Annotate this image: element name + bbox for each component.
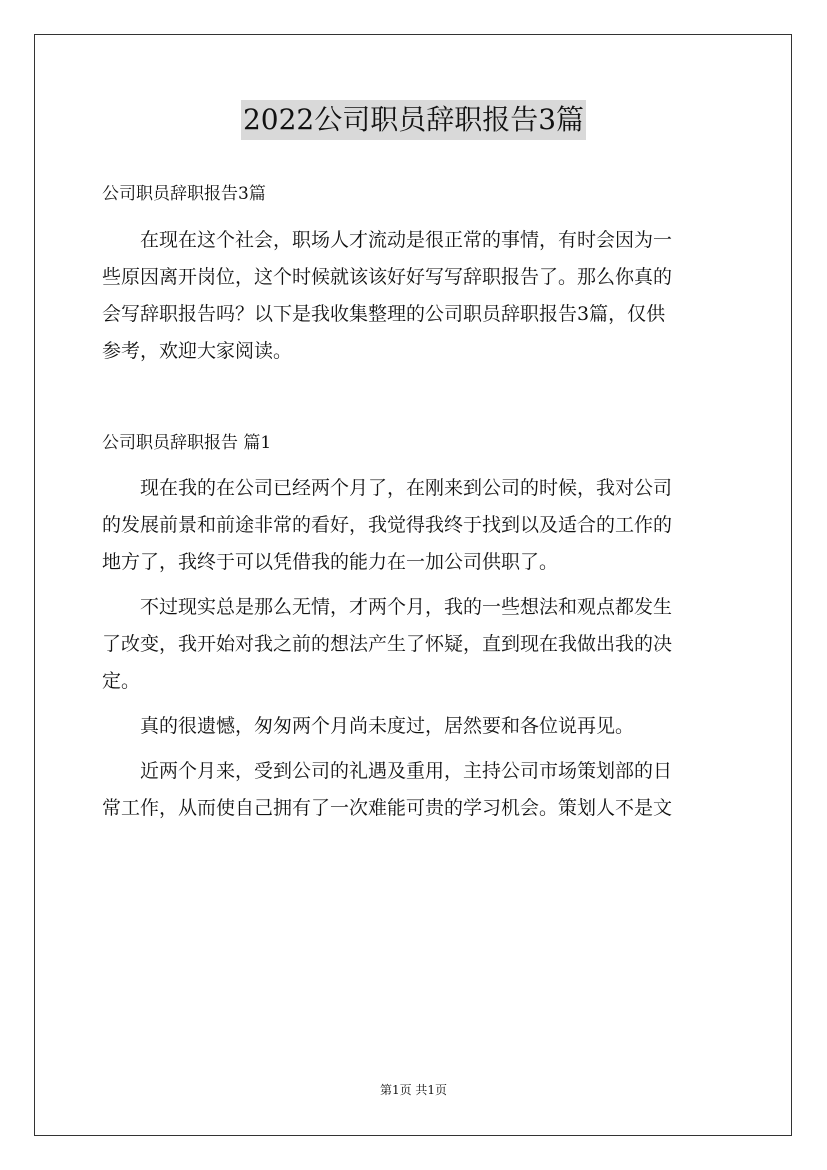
body-paragraph bbox=[102, 589, 726, 700]
title-container bbox=[0, 100, 827, 140]
paragraph-line: 地方了，我终于可以凭借我的能力在一加公司供职了。 bbox=[102, 551, 559, 573]
document-body bbox=[102, 176, 726, 827]
document-title: 2022公司职员辞职报告3篇 bbox=[241, 100, 586, 140]
paragraph-line: 真的很遗憾，匆匆两个月尚未度过，居然要和各位说再见。 bbox=[140, 715, 635, 737]
intro-paragraph bbox=[102, 222, 726, 370]
paragraph-line: 现在我的在公司已经两个月了，在刚来到公司的时候，我对公司 bbox=[140, 477, 673, 499]
section-heading: 公司职员辞职报告 篇1 bbox=[102, 433, 272, 453]
intro-line: 会写辞职报告吗？以下是我收集整理的公司职员辞职报告3篇，仅供 bbox=[102, 303, 666, 325]
body-paragraph bbox=[102, 708, 726, 745]
intro-line: 些原因离开岗位，这个时候就该该好好写写辞职报告了。那么你真的 bbox=[102, 266, 673, 288]
intro-line: 参考，欢迎大家阅读。 bbox=[102, 340, 293, 362]
paragraph-line: 不过现实总是那么无情，才两个月，我的一些想法和观点都发生 bbox=[140, 596, 673, 618]
intro-line: 在现在这个社会，职场人才流动是很正常的事情，有时会因为一 bbox=[140, 229, 673, 251]
paragraph-line: 近两个月来，受到公司的礼遇及重用，主持公司市场策划部的日 bbox=[140, 760, 673, 782]
paragraph-line: 的发展前景和前途非常的看好，我觉得我终于找到以及适合的工作的 bbox=[102, 514, 673, 536]
paragraph-line: 了改变，我开始对我之前的想法产生了怀疑，直到现在我做出我的决 bbox=[102, 633, 673, 655]
paragraph-line: 常工作，从而使自己拥有了一次难能可贵的学习机会。策划人不是文 bbox=[102, 797, 673, 819]
paragraph-line: 定。 bbox=[102, 670, 141, 692]
body-paragraph bbox=[102, 470, 726, 581]
body-paragraph bbox=[102, 753, 726, 827]
document-subtitle: 公司职员辞职报告3篇 bbox=[102, 184, 266, 204]
page-footer: 第1页 共1页 bbox=[379, 1083, 448, 1097]
